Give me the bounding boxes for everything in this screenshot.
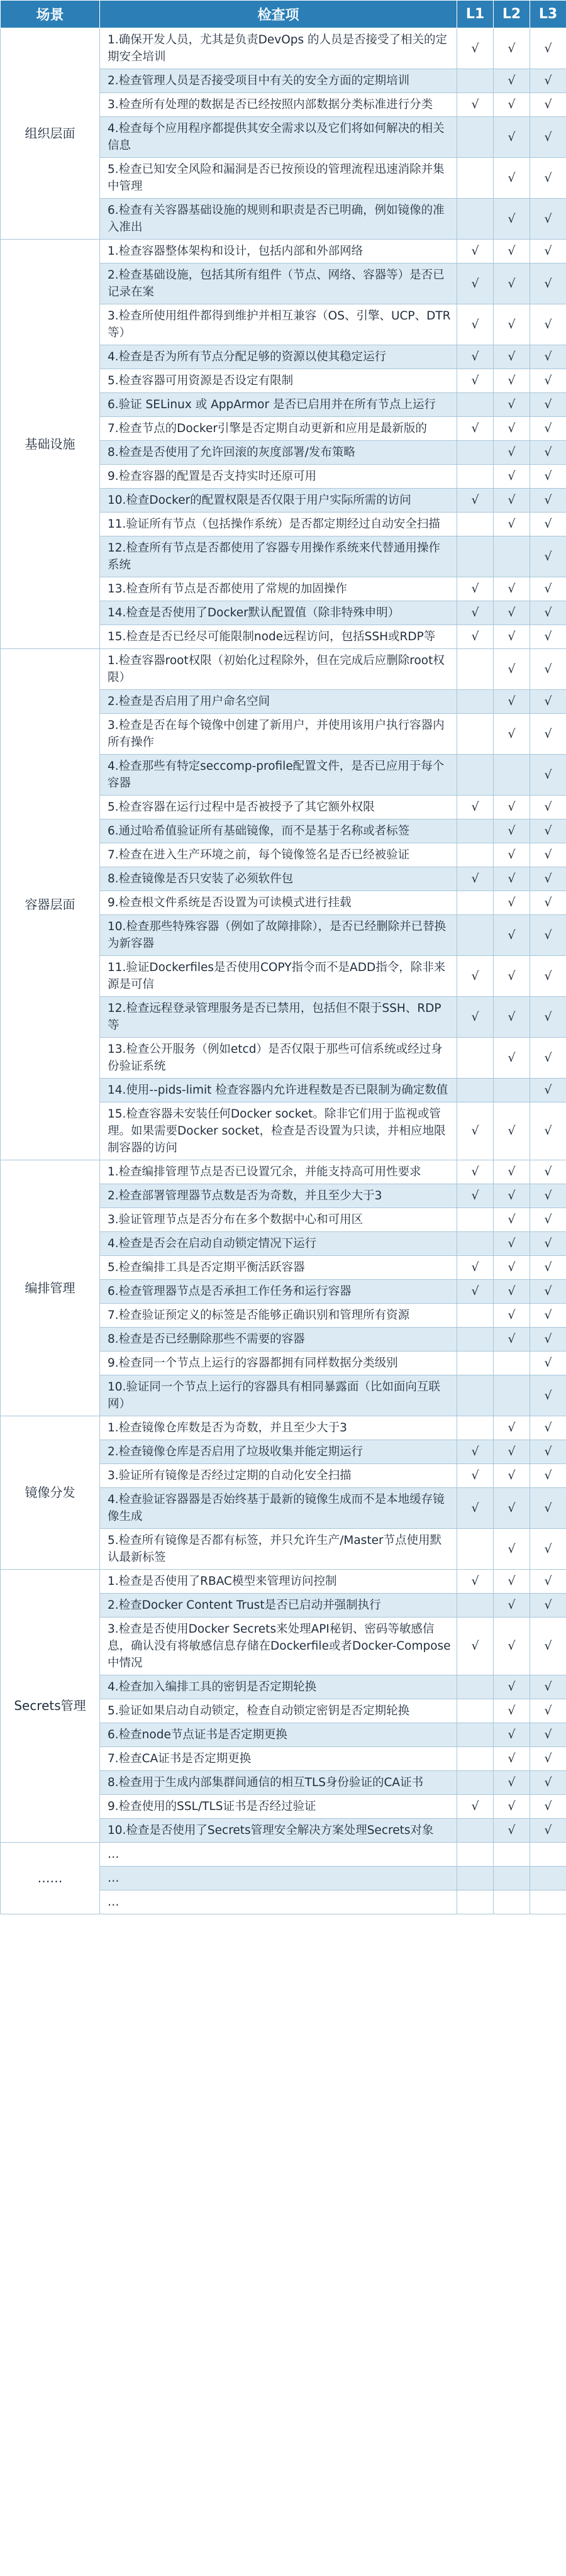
check-item-text: 13.检查公开服务（例如etcd）是否仅限于那些可信系统或经过身份验证系统	[100, 1038, 457, 1079]
level-l2-mark: √	[494, 158, 530, 199]
level-l1-mark	[457, 1867, 494, 1890]
level-l3-mark: √	[530, 1256, 566, 1280]
level-l3-mark: √	[530, 1594, 566, 1618]
level-l3-mark: √	[530, 1529, 566, 1570]
section-name: ……	[1, 1843, 100, 1914]
level-l2-mark: √	[494, 1771, 530, 1795]
level-l2-mark: √	[494, 1416, 530, 1440]
check-item-text: 6.验证 SELinux 或 AppArmor 是否已启用并在所有节点上运行	[100, 393, 457, 417]
section-name: 容器层面	[1, 649, 100, 1160]
level-l3-mark: √	[530, 819, 566, 843]
level-l2-mark: √	[494, 441, 530, 465]
level-l3-mark: √	[530, 465, 566, 489]
level-l3-mark: √	[530, 513, 566, 536]
level-l3-mark: √	[530, 755, 566, 796]
level-l3-mark: √	[530, 915, 566, 956]
check-item-text: 5.检查已知安全风险和漏洞是否已按预设的管理流程迅速消除并集中管理	[100, 158, 457, 199]
level-l1-mark	[457, 117, 494, 158]
level-l1-mark	[457, 393, 494, 417]
level-l2-mark: √	[494, 1488, 530, 1529]
level-l1-mark	[457, 1328, 494, 1352]
level-l1-mark: √	[457, 601, 494, 625]
check-item-text: 3.检查所有处理的数据是否已经按照内部数据分类标准进行分类	[100, 93, 457, 117]
check-item-text: 3.检查所使用组件都得到维护并相互兼容（OS、引擎、UCP、DTR 等）	[100, 304, 457, 345]
level-l2-mark: √	[494, 1675, 530, 1699]
level-l3-mark: √	[530, 264, 566, 304]
header-item: 检查项	[100, 1, 457, 28]
level-l2-mark: √	[494, 796, 530, 819]
level-l1-mark	[457, 69, 494, 93]
level-l2-mark: √	[494, 1464, 530, 1488]
level-l2-mark: √	[494, 1440, 530, 1464]
check-item-text: 15.检查是否已经尽可能限制node远程访问，包括SSH或RDP等	[100, 625, 457, 649]
level-l3-mark	[530, 1843, 566, 1867]
level-l2-mark: √	[494, 1618, 530, 1675]
level-l1-mark: √	[457, 345, 494, 369]
level-l1-mark: √	[457, 1256, 494, 1280]
level-l1-mark	[457, 1232, 494, 1256]
check-item-text: 7.检查在进入生产环境之前，每个镜像签名是否已经被验证	[100, 843, 457, 867]
level-l1-mark: √	[457, 577, 494, 601]
level-l2-mark: √	[494, 304, 530, 345]
level-l1-mark: √	[457, 489, 494, 513]
check-item-text: 5.检查容器在运行过程中是否被授予了其它额外权限	[100, 796, 457, 819]
level-l3-mark: √	[530, 649, 566, 690]
level-l3-mark: √	[530, 714, 566, 755]
check-item-text: 4.检查那些有特定seccomp-profile配置文件，是否已应用于每个容器	[100, 755, 457, 796]
check-item-text: 3.验证所有镜像是否经过定期的自动化安全扫描	[100, 1464, 457, 1488]
level-l3-mark: √	[530, 536, 566, 577]
level-l2-mark: √	[494, 819, 530, 843]
level-l1-mark: √	[457, 867, 494, 891]
level-l3-mark: √	[530, 690, 566, 714]
level-l3-mark: √	[530, 843, 566, 867]
level-l3-mark: √	[530, 1416, 566, 1440]
check-item-text: 2.检查是否启用了用户命名空间	[100, 690, 457, 714]
level-l1-mark	[457, 513, 494, 536]
table-row	[1, 1843, 566, 1867]
level-l2-mark: √	[494, 1570, 530, 1594]
check-item-text: 7.检查节点的Docker引擎是否定期自动更新和应用是最新版的	[100, 417, 457, 441]
check-item-text: …	[100, 1890, 457, 1914]
level-l1-mark	[457, 1416, 494, 1440]
section-name: 基础设施	[1, 240, 100, 649]
check-item-text: 1.检查编排管理节点是否已设置冗余，并能支持高可用性要求	[100, 1160, 457, 1184]
level-l1-mark	[457, 1079, 494, 1102]
level-l3-mark: √	[530, 601, 566, 625]
level-l2-mark: √	[494, 843, 530, 867]
level-l3-mark: √	[530, 117, 566, 158]
check-item-text: 6.检查管理器节点是否承担工作任务和运行容器	[100, 1280, 457, 1304]
level-l1-mark	[457, 714, 494, 755]
level-l1-mark	[457, 158, 494, 199]
level-l2-mark: √	[494, 997, 530, 1038]
level-l3-mark: √	[530, 1208, 566, 1232]
level-l3-mark: √	[530, 997, 566, 1038]
check-item-text: 1.检查容器整体架构和设计，包括内部和外部网络	[100, 240, 457, 264]
level-l2-mark: √	[494, 465, 530, 489]
table-row	[1, 240, 566, 264]
level-l3-mark: √	[530, 1819, 566, 1843]
level-l2-mark: √	[494, 1038, 530, 1079]
check-item-text: 8.检查是否使用了允许回滚的灰度部署/发布策略	[100, 441, 457, 465]
check-item-text: 4.检查是否会在启动自动锁定情况下运行	[100, 1232, 457, 1256]
level-l1-mark: √	[457, 1795, 494, 1819]
level-l2-mark	[494, 1079, 530, 1102]
level-l1-mark	[457, 1747, 494, 1771]
level-l3-mark: √	[530, 796, 566, 819]
level-l1-mark	[457, 1529, 494, 1570]
level-l1-mark: √	[457, 1280, 494, 1304]
level-l1-mark	[457, 1352, 494, 1375]
level-l3-mark: √	[530, 199, 566, 240]
check-item-text: 2.检查基础设施，包括其所有组件（节点、网络、容器等）是否已记录在案	[100, 264, 457, 304]
level-l1-mark	[457, 843, 494, 867]
level-l1-mark	[457, 649, 494, 690]
level-l3-mark: √	[530, 240, 566, 264]
check-item-text: 10.验证同一个节点上运行的容器具有相同暴露面（比如面向互联网）	[100, 1375, 457, 1416]
level-l2-mark: √	[494, 1160, 530, 1184]
level-l2-mark: √	[494, 915, 530, 956]
check-item-text: 1.检查容器root权限（初始化过程除外，但在完成后应删除root权限）	[100, 649, 457, 690]
level-l1-mark: √	[457, 304, 494, 345]
check-item-text: 12.检查所有节点是否都使用了容器专用操作系统来代替通用操作系统	[100, 536, 457, 577]
level-l3-mark: √	[530, 1747, 566, 1771]
level-l1-mark	[457, 891, 494, 915]
level-l2-mark: √	[494, 1280, 530, 1304]
level-l2-mark: √	[494, 891, 530, 915]
level-l3-mark: √	[530, 1795, 566, 1819]
check-item-text: 2.检查Docker Content Trust是否已启动并强制执行	[100, 1594, 457, 1618]
level-l3-mark: √	[530, 1232, 566, 1256]
level-l1-mark: √	[457, 625, 494, 649]
level-l2-mark	[494, 1890, 530, 1914]
check-item-text: 9.检查同一个节点上运行的容器都拥有同样数据分类级别	[100, 1352, 457, 1375]
level-l3-mark: √	[530, 1699, 566, 1723]
check-item-text: 3.检查是否使用Docker Secrets来处理API秘钥、密码等敏感信息，确认没有将敏感信息存储在Dockerfile或者Docker-Compose中情况	[100, 1618, 457, 1675]
level-l2-mark: √	[494, 1102, 530, 1160]
level-l2-mark: √	[494, 264, 530, 304]
check-item-text: 9.检查根文件系统是否设置为可读模式进行挂载	[100, 891, 457, 915]
check-item-text: 5.检查编排工具是否定期平衡活跃容器	[100, 1256, 457, 1280]
level-l2-mark	[494, 1867, 530, 1890]
level-l2-mark: √	[494, 417, 530, 441]
check-item-text: 10.检查是否使用了Secrets管理安全解决方案处理Secrets对象	[100, 1819, 457, 1843]
level-l3-mark: √	[530, 345, 566, 369]
level-l2-mark: √	[494, 714, 530, 755]
level-l2-mark: √	[494, 1208, 530, 1232]
check-item-text: 8.检查用于生成内部集群间通信的相互TLS身份验证的CA证书	[100, 1771, 457, 1795]
check-item-text: 11.验证Dockerfiles是否使用COPY指令而不是ADD指令，除非来源是可信	[100, 956, 457, 997]
level-l1-mark	[457, 690, 494, 714]
level-l1-mark	[457, 1723, 494, 1747]
level-l2-mark: √	[494, 69, 530, 93]
level-l1-mark: √	[457, 1184, 494, 1208]
check-item-text: 3.验证管理节点是否分布在多个数据中心和可用区	[100, 1208, 457, 1232]
level-l3-mark: √	[530, 1464, 566, 1488]
level-l1-mark	[457, 819, 494, 843]
level-l2-mark: √	[494, 1256, 530, 1280]
level-l1-mark: √	[457, 28, 494, 69]
level-l2-mark	[494, 1352, 530, 1375]
level-l2-mark: √	[494, 93, 530, 117]
level-l1-mark: √	[457, 369, 494, 393]
section-name: 镜像分发	[1, 1416, 100, 1570]
level-l3-mark: √	[530, 1375, 566, 1416]
level-l3-mark: √	[530, 369, 566, 393]
header-l1: L1	[457, 1, 494, 28]
level-l3-mark: √	[530, 441, 566, 465]
level-l1-mark: √	[457, 1160, 494, 1184]
level-l1-mark	[457, 1699, 494, 1723]
level-l2-mark: √	[494, 601, 530, 625]
table-row	[1, 1416, 566, 1440]
level-l3-mark: √	[530, 1488, 566, 1529]
section-name: Secrets管理	[1, 1570, 100, 1843]
check-item-text: 4.检查加入编排工具的密钥是否定期轮换	[100, 1675, 457, 1699]
level-l2-mark	[494, 1375, 530, 1416]
check-item-text: 13.检查所有节点是否都使用了常规的加固操作	[100, 577, 457, 601]
level-l1-mark: √	[457, 796, 494, 819]
table-header	[1, 1, 566, 28]
check-item-text: 5.检查容器可用资源是否设定有限制	[100, 369, 457, 393]
level-l3-mark	[530, 1867, 566, 1890]
level-l1-mark: √	[457, 1464, 494, 1488]
level-l3-mark: √	[530, 1352, 566, 1375]
check-item-text: 2.检查镜像仓库是否启用了垃圾收集并能定期运行	[100, 1440, 457, 1464]
level-l3-mark: √	[530, 1328, 566, 1352]
check-item-text: 9.检查使用的SSL/TLS证书是否经过验证	[100, 1795, 457, 1819]
level-l2-mark: √	[494, 1819, 530, 1843]
check-item-text: 4.检查是否为所有节点分配足够的资源以使其稳定运行	[100, 345, 457, 369]
check-item-text: 4.检查每个应用程序都提供其安全需求以及它们将如何解决的相关信息	[100, 117, 457, 158]
level-l3-mark: √	[530, 1102, 566, 1160]
check-item-text: 12.检查远程登录管理服务是否已禁用，包括但不限于SSH、RDP等	[100, 997, 457, 1038]
level-l2-mark: √	[494, 956, 530, 997]
header-scene: 场景	[1, 1, 100, 28]
table-row	[1, 649, 566, 690]
level-l3-mark: √	[530, 867, 566, 891]
level-l2-mark: √	[494, 513, 530, 536]
level-l3-mark: √	[530, 1771, 566, 1795]
level-l2-mark: √	[494, 199, 530, 240]
level-l1-mark: √	[457, 1488, 494, 1529]
level-l3-mark: √	[530, 1184, 566, 1208]
level-l1-mark	[457, 1675, 494, 1699]
level-l3-mark: √	[530, 158, 566, 199]
level-l1-mark: √	[457, 240, 494, 264]
check-item-text: 6.检查有关容器基础设施的规则和职责是否已明确，例如镜像的准入准出	[100, 199, 457, 240]
level-l3-mark: √	[530, 1280, 566, 1304]
level-l1-mark: √	[457, 997, 494, 1038]
check-item-text: 1.检查是否使用了RBAC模型来管理访问控制	[100, 1570, 457, 1594]
level-l1-mark: √	[457, 1570, 494, 1594]
level-l1-mark	[457, 536, 494, 577]
check-item-text: 8.检查是否已经删除那些不需要的容器	[100, 1328, 457, 1352]
check-item-text: 5.验证如果启动自动锁定，检查自动锁定密钥是否定期轮换	[100, 1699, 457, 1723]
level-l1-mark	[457, 199, 494, 240]
level-l2-mark: √	[494, 1594, 530, 1618]
level-l3-mark: √	[530, 1618, 566, 1675]
level-l1-mark	[457, 1304, 494, 1328]
level-l3-mark: √	[530, 1675, 566, 1699]
level-l2-mark: √	[494, 1699, 530, 1723]
level-l1-mark	[457, 441, 494, 465]
check-item-text: 15.检查容器未安装任何Docker socket。除非它们用于监视或管理。如果需要Docker socket，检查是否设置为只读，并相应地限制容器的访问	[100, 1102, 457, 1160]
level-l3-mark: √	[530, 69, 566, 93]
check-item-text: 11.验证所有节点（包括操作系统）是否都定期经过自动安全扫描	[100, 513, 457, 536]
level-l3-mark: √	[530, 1038, 566, 1079]
level-l2-mark: √	[494, 240, 530, 264]
header-l3: L3	[530, 1, 566, 28]
header-row	[1, 1, 566, 28]
table-row	[1, 28, 566, 69]
level-l3-mark: √	[530, 1570, 566, 1594]
check-item-text: 7.检查CA证书是否定期更换	[100, 1747, 457, 1771]
level-l1-mark: √	[457, 1102, 494, 1160]
table-row	[1, 1160, 566, 1184]
level-l2-mark: √	[494, 1529, 530, 1570]
level-l2-mark: √	[494, 1795, 530, 1819]
level-l1-mark	[457, 915, 494, 956]
level-l1-mark	[457, 1843, 494, 1867]
check-item-text: 4.检查验证容器器是否始终基于最新的镜像生成而不是本地缓存镜像生成	[100, 1488, 457, 1529]
check-item-text: 3.检查是否在每个镜像中创建了新用户，并使用该用户执行容器内所有操作	[100, 714, 457, 755]
level-l1-mark	[457, 1208, 494, 1232]
check-item-text: 6.检查node节点证书是否定期更换	[100, 1723, 457, 1747]
level-l1-mark	[457, 1819, 494, 1843]
level-l2-mark: √	[494, 625, 530, 649]
check-item-text: 1.确保开发人员，尤其是负责DevOps 的人员是否接受了相关的定期安全培训	[100, 28, 457, 69]
check-item-text: 2.检查管理人员是否接受项目中有关的安全方面的定期培训	[100, 69, 457, 93]
level-l2-mark: √	[494, 649, 530, 690]
level-l2-mark	[494, 755, 530, 796]
check-item-text: 14.检查是否使用了Docker默认配置值（除非特殊申明）	[100, 601, 457, 625]
level-l2-mark: √	[494, 28, 530, 69]
check-item-text: 5.检查所有镜像是否都有标签，并只允许生产/Master节点使用默认最新标签	[100, 1529, 457, 1570]
check-item-text: …	[100, 1867, 457, 1890]
level-l1-mark	[457, 1594, 494, 1618]
level-l3-mark: √	[530, 577, 566, 601]
check-item-text: 2.检查部署管理器节点数是否为奇数，并且至少大于3	[100, 1184, 457, 1208]
level-l2-mark: √	[494, 489, 530, 513]
check-item-text: 10.检查Docker的配置权限是否仅限于用户实际所需的访问	[100, 489, 457, 513]
check-item-text: 10.检查那些特殊容器（例如了故障排除），是否已经删除并已替换为新容器	[100, 915, 457, 956]
check-item-text: 8.检查镜像是否只安装了必须软件包	[100, 867, 457, 891]
level-l2-mark: √	[494, 690, 530, 714]
level-l2-mark: √	[494, 369, 530, 393]
level-l1-mark: √	[457, 417, 494, 441]
level-l2-mark	[494, 536, 530, 577]
table-row	[1, 1570, 566, 1594]
section-name: 编排管理	[1, 1160, 100, 1416]
level-l3-mark: √	[530, 956, 566, 997]
section-name: 组织层面	[1, 28, 100, 240]
level-l2-mark: √	[494, 117, 530, 158]
level-l2-mark: √	[494, 393, 530, 417]
header-l2: L2	[494, 1, 530, 28]
level-l3-mark: √	[530, 1079, 566, 1102]
level-l3-mark: √	[530, 93, 566, 117]
check-item-text: 9.检查容器的配置是否支持实时还原可用	[100, 465, 457, 489]
level-l3-mark: √	[530, 304, 566, 345]
level-l1-mark: √	[457, 1440, 494, 1464]
level-l3-mark: √	[530, 417, 566, 441]
level-l1-mark: √	[457, 1618, 494, 1675]
level-l3-mark: √	[530, 625, 566, 649]
level-l1-mark: √	[457, 264, 494, 304]
check-item-text: 14.使用--pids-limit 检查容器内允许进程数是否已限制为确定数值	[100, 1079, 457, 1102]
level-l1-mark	[457, 465, 494, 489]
check-item-text: 1.检查镜像仓库数是否为奇数，并且至少大于3	[100, 1416, 457, 1440]
level-l2-mark: √	[494, 1184, 530, 1208]
level-l1-mark	[457, 755, 494, 796]
level-l1-mark	[457, 1771, 494, 1795]
level-l2-mark: √	[494, 1723, 530, 1747]
level-l3-mark: √	[530, 1160, 566, 1184]
level-l3-mark: √	[530, 1440, 566, 1464]
check-item-text: 6.通过哈希值验证所有基础镜像，而不是基于名称或者标签	[100, 819, 457, 843]
level-l1-mark	[457, 1890, 494, 1914]
level-l3-mark: √	[530, 1304, 566, 1328]
level-l2-mark: √	[494, 1232, 530, 1256]
level-l1-mark: √	[457, 93, 494, 117]
level-l2-mark	[494, 1843, 530, 1867]
level-l2-mark: √	[494, 1304, 530, 1328]
check-item-text: 7.检查验证预定义的标签是否能够正确识别和管理所有资源	[100, 1304, 457, 1328]
level-l3-mark	[530, 1890, 566, 1914]
table-body	[1, 28, 566, 1914]
level-l2-mark: √	[494, 1328, 530, 1352]
level-l2-mark: √	[494, 577, 530, 601]
level-l3-mark: √	[530, 489, 566, 513]
level-l1-mark	[457, 1375, 494, 1416]
level-l3-mark: √	[530, 28, 566, 69]
level-l2-mark: √	[494, 867, 530, 891]
level-l2-mark: √	[494, 345, 530, 369]
level-l3-mark: √	[530, 393, 566, 417]
level-l3-mark: √	[530, 1723, 566, 1747]
level-l1-mark: √	[457, 956, 494, 997]
level-l3-mark: √	[530, 891, 566, 915]
check-item-text: …	[100, 1843, 457, 1867]
level-l1-mark	[457, 1038, 494, 1079]
level-l2-mark: √	[494, 1747, 530, 1771]
